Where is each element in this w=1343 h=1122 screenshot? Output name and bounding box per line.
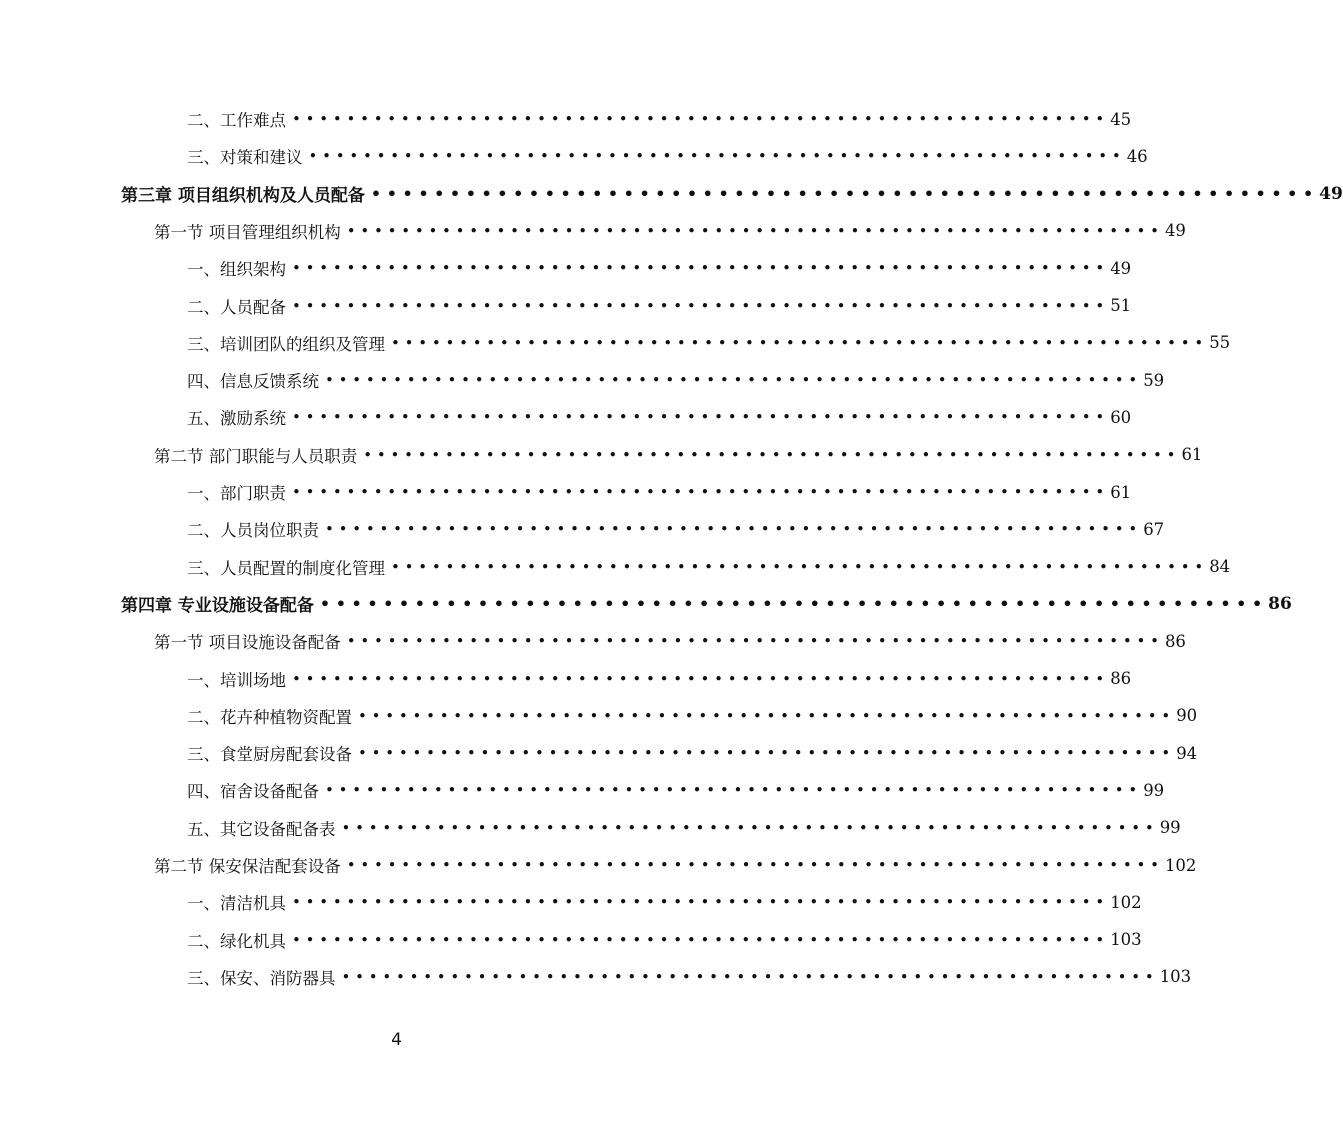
toc-entry-label: 一、部门职责 xyxy=(187,484,286,503)
toc-entry-label: 第三章 项目组织机构及人员配备 xyxy=(121,186,365,207)
toc-item[interactable] xyxy=(187,888,1142,916)
toc-leader-dots: • • • • • • • • • • • • • • • • • • • • • • • • • • • • • • • • • • • • • • • • • • • • • • • • • • • • • • • • • • • • xyxy=(341,818,1154,837)
toc-entry-label: 四、宿舍设备配备 xyxy=(187,782,319,802)
toc-entry-label: 三、培训团队的组织及管理 xyxy=(187,334,385,354)
toc-item[interactable] xyxy=(187,329,1231,357)
toc-leader-dots: • • • • • • • • • • • • • • • • • • • • • • • • • • • • • • • • • • • • • • • • • • • • • • • • • • • • • • • • • • • • xyxy=(363,445,1176,464)
toc-chapter[interactable] xyxy=(121,590,1292,618)
toc-entry-page: 61 xyxy=(1110,482,1132,502)
toc-chapter[interactable] xyxy=(121,180,1343,208)
toc-leader-dots: • • • • • • • • • • • • • • • • • • • • • • • • • • • • • • • • • • • • • • • • • • • • • • • • • • • • • • • • • • • • xyxy=(292,669,1105,688)
toc-item[interactable] xyxy=(187,926,1142,954)
toc-entry-page: 90 xyxy=(1176,706,1198,726)
toc-item[interactable] xyxy=(187,478,1132,506)
toc-item[interactable] xyxy=(187,403,1132,431)
toc-section[interactable] xyxy=(154,851,1197,879)
toc-entry-label: 二、绿化机具 xyxy=(187,931,286,951)
toc-entry-label: 五、其它设备配备表 xyxy=(187,819,336,839)
page-number: 4 xyxy=(391,1030,402,1050)
toc-entry-label: 三、保安、消防器具 xyxy=(187,968,336,988)
toc-leader-dots: • • • • • • • • • • • • • • • • • • • • • • • • • • • • • • • • • • • • • • • • • • • • • • • • • • • • • • • • • • • • xyxy=(370,183,1314,203)
toc-section[interactable] xyxy=(154,627,1186,655)
toc-entry-label: 二、人员岗位职责 xyxy=(187,521,319,541)
toc-entry-label: 三、对策和建议 xyxy=(187,148,303,168)
toc-entry-page: 103 xyxy=(1159,967,1192,987)
toc-item[interactable] xyxy=(187,776,1165,804)
toc-entry-page: 45 xyxy=(1110,109,1132,129)
toc-entry-page: 102 xyxy=(1110,892,1142,912)
toc-leader-dots: • • • • • • • • • • • • • • • • • • • • • • • • • • • • • • • • • • • • • • • • • • • • • • • • • • • • • • • • • • • • xyxy=(346,856,1159,874)
toc-section[interactable] xyxy=(154,217,1186,245)
toc-entry-label: 三、食堂厨房配套设备 xyxy=(187,745,352,765)
toc-entry-page: 86 xyxy=(1164,631,1186,651)
toc-item[interactable] xyxy=(187,105,1132,133)
toc-entry-label: 二、人员配备 xyxy=(187,297,286,317)
toc-entry-page: 49 xyxy=(1319,183,1343,204)
toc-leader-dots: • • • • • • • • • • • • • • • • • • • • • • • • • • • • • • • • • • • • • • • • • • • • • • • • • • • • • • • • • • • • xyxy=(391,333,1204,352)
toc-entry-page: 99 xyxy=(1143,780,1165,800)
toc-entry-page: 49 xyxy=(1164,221,1186,241)
toc-entry-page: 99 xyxy=(1159,818,1181,838)
toc-leader-dots: • • • • • • • • • • • • • • • • • • • • • • • • • • • • • • • • • • • • • • • • • • • • • • • • • • • • • • • • • • • • xyxy=(292,110,1105,128)
toc-entry-page: 102 xyxy=(1164,855,1197,875)
toc-item[interactable] xyxy=(187,814,1181,842)
toc-leader-dots: • • • • • • • • • • • • • • • • • • • • • • • • • • • • • • • • • • • • • • • • • • • • • • • • • • • • • • • • • • • • xyxy=(325,371,1138,390)
toc-leader-dots: • • • • • • • • • • • • • • • • • • • • • • • • • • • • • • • • • • • • • • • • • • • • • • • • • • • • • • • • • • • • xyxy=(308,147,1121,166)
toc-entry-label: 第一节 项目设施设备配备 xyxy=(154,633,341,653)
toc-leader-dots: • • • • • • • • • • • • • • • • • • • • • • • • • • • • • • • • • • • • • • • • • • • • • • • • • • • • • • • • • • • • xyxy=(292,483,1105,501)
toc-leader-dots: • • • • • • • • • • • • • • • • • • • • • • • • • • • • • • • • • • • • • • • • • • • • • • • • • • • • • • • • • • • • xyxy=(292,408,1105,427)
toc-entry-page: 59 xyxy=(1143,370,1165,390)
toc-entry-page: 103 xyxy=(1110,930,1142,950)
toc-entry-label: 五、激励系统 xyxy=(187,409,286,429)
toc-leader-dots: • • • • • • • • • • • • • • • • • • • • • • • • • • • • • • • • • • • • • • • • • • • • • • • • • • • • • • • • • • • • xyxy=(391,557,1204,576)
toc-entry-label: 二、工作难点 xyxy=(187,111,286,130)
toc-entry-label: 一、组织架构 xyxy=(187,260,286,280)
toc-entry-page: 67 xyxy=(1143,519,1165,539)
toc-entry-label: 第四章 专业设施设备配备 xyxy=(121,596,314,617)
toc-entry-label: 二、花卉种植物资配置 xyxy=(187,707,352,727)
toc-entry-label: 三、人员配置的制度化管理 xyxy=(187,558,385,578)
toc-entry-page: 51 xyxy=(1110,296,1132,315)
toc-section[interactable] xyxy=(154,441,1203,469)
toc-leader-dots: • • • • • • • • • • • • • • • • • • • • • • • • • • • • • • • • • • • • • • • • • • • • • • • • • • • • • • • • • • • • xyxy=(319,593,1263,613)
toc-entry-label: 一、培训场地 xyxy=(187,670,286,690)
toc-entry-label: 第一节 项目管理组织机构 xyxy=(154,222,341,242)
toc-item[interactable] xyxy=(187,702,1198,730)
toc-item[interactable] xyxy=(187,665,1132,693)
toc-entry-page: 86 xyxy=(1268,593,1292,614)
toc-entry-page: 55 xyxy=(1209,333,1231,353)
toc-leader-dots: • • • • • • • • • • • • • • • • • • • • • • • • • • • • • • • • • • • • • • • • • • • • • • • • • • • • • • • • • • • • xyxy=(341,967,1154,986)
toc-leader-dots: • • • • • • • • • • • • • • • • • • • • • • • • • • • • • • • • • • • • • • • • • • • • • • • • • • • • • • • • • • • • xyxy=(292,296,1105,315)
toc-entry-label: 第二节 保安保洁配套设备 xyxy=(154,857,341,876)
toc-leader-dots: • • • • • • • • • • • • • • • • • • • • • • • • • • • • • • • • • • • • • • • • • • • • • • • • • • • • • • • • • • • • xyxy=(358,744,1171,763)
toc-leader-dots: • • • • • • • • • • • • • • • • • • • • • • • • • • • • • • • • • • • • • • • • • • • • • • • • • • • • • • • • • • • • xyxy=(292,930,1105,949)
toc-item[interactable] xyxy=(187,515,1165,543)
toc-entry-page: 46 xyxy=(1126,146,1148,166)
toc-leader-dots: • • • • • • • • • • • • • • • • • • • • • • • • • • • • • • • • • • • • • • • • • • • • • • • • • • • • • • • • • • • • xyxy=(325,781,1138,800)
toc-item[interactable] xyxy=(187,366,1165,394)
toc-entry-label: 一、清洁机具 xyxy=(187,894,286,914)
toc-leader-dots: • • • • • • • • • • • • • • • • • • • • • • • • • • • • • • • • • • • • • • • • • • • • • • • • • • • • • • • • • • • • xyxy=(292,893,1105,912)
toc-leader-dots: • • • • • • • • • • • • • • • • • • • • • • • • • • • • • • • • • • • • • • • • • • • • • • • • • • • • • • • • • • • • xyxy=(358,706,1171,725)
toc-leader-dots: • • • • • • • • • • • • • • • • • • • • • • • • • • • • • • • • • • • • • • • • • • • • • • • • • • • • • • • • • • • • xyxy=(346,221,1159,240)
toc-entry-page: 61 xyxy=(1181,445,1203,465)
toc-item[interactable] xyxy=(187,553,1231,581)
toc-leader-dots: • • • • • • • • • • • • • • • • • • • • • • • • • • • • • • • • • • • • • • • • • • • • • • • • • • • • • • • • • • • • xyxy=(325,520,1138,539)
toc-item[interactable] xyxy=(187,254,1132,282)
toc-leader-dots: • • • • • • • • • • • • • • • • • • • • • • • • • • • • • • • • • • • • • • • • • • • • • • • • • • • • • • • • • • • • xyxy=(346,632,1159,651)
toc-entry-page: 49 xyxy=(1110,258,1132,278)
toc-entry-page: 60 xyxy=(1110,407,1132,427)
toc-entry-page: 84 xyxy=(1209,557,1231,577)
toc-item[interactable] xyxy=(187,963,1192,991)
toc-leader-dots: • • • • • • • • • • • • • • • • • • • • • • • • • • • • • • • • • • • • • • • • • • • • • • • • • • • • • • • • • • • • xyxy=(292,259,1105,278)
toc-item[interactable] xyxy=(187,142,1148,170)
toc-entry-page: 86 xyxy=(1110,669,1132,688)
toc-item[interactable] xyxy=(187,292,1132,320)
toc-item[interactable] xyxy=(187,739,1198,767)
toc-entry-label: 第二节 部门职能与人员职责 xyxy=(154,446,358,466)
toc-entry-page: 94 xyxy=(1176,743,1198,763)
toc-entry-label: 四、信息反馈系统 xyxy=(187,372,319,392)
